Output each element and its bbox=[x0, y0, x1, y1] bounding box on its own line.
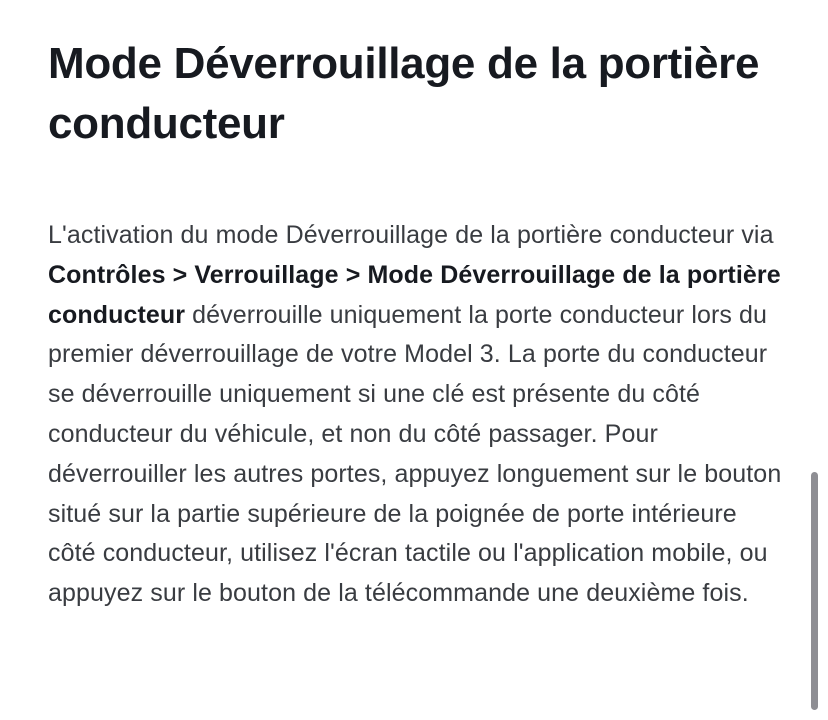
paragraph-intro-text: L'activation du mode Déverrouillage de la portière conducteur via bbox=[48, 221, 774, 249]
article-paragraph bbox=[48, 216, 788, 614]
page-title: Mode Déverrouillage de la portière conducteur bbox=[48, 39, 760, 148]
settings-path-text: Contrôles > Verrouillage > Mode Déverrouillage de la portière conducteur bbox=[48, 260, 781, 329]
paragraph-body-text: déverrouille uniquement la porte conducteur lors du premier déverrouillage de votre Model 3. La porte du conducteur se déverrouille uniquement si une clé est présente du côté conducteur du véhicule, et non du côté passager. Pour déverrouiller les autres portes, appuyez longuement sur le bouton situé sur la partie supérieure de la poignée de porte intérieure côté conducteur, utilisez l'écran tactile ou l'application mobile, ou appuyez sur le bouton de la télécommande une deuxième fois. bbox=[48, 300, 782, 608]
article-content bbox=[48, 34, 788, 614]
vertical-scrollbar[interactable] bbox=[811, 472, 818, 710]
